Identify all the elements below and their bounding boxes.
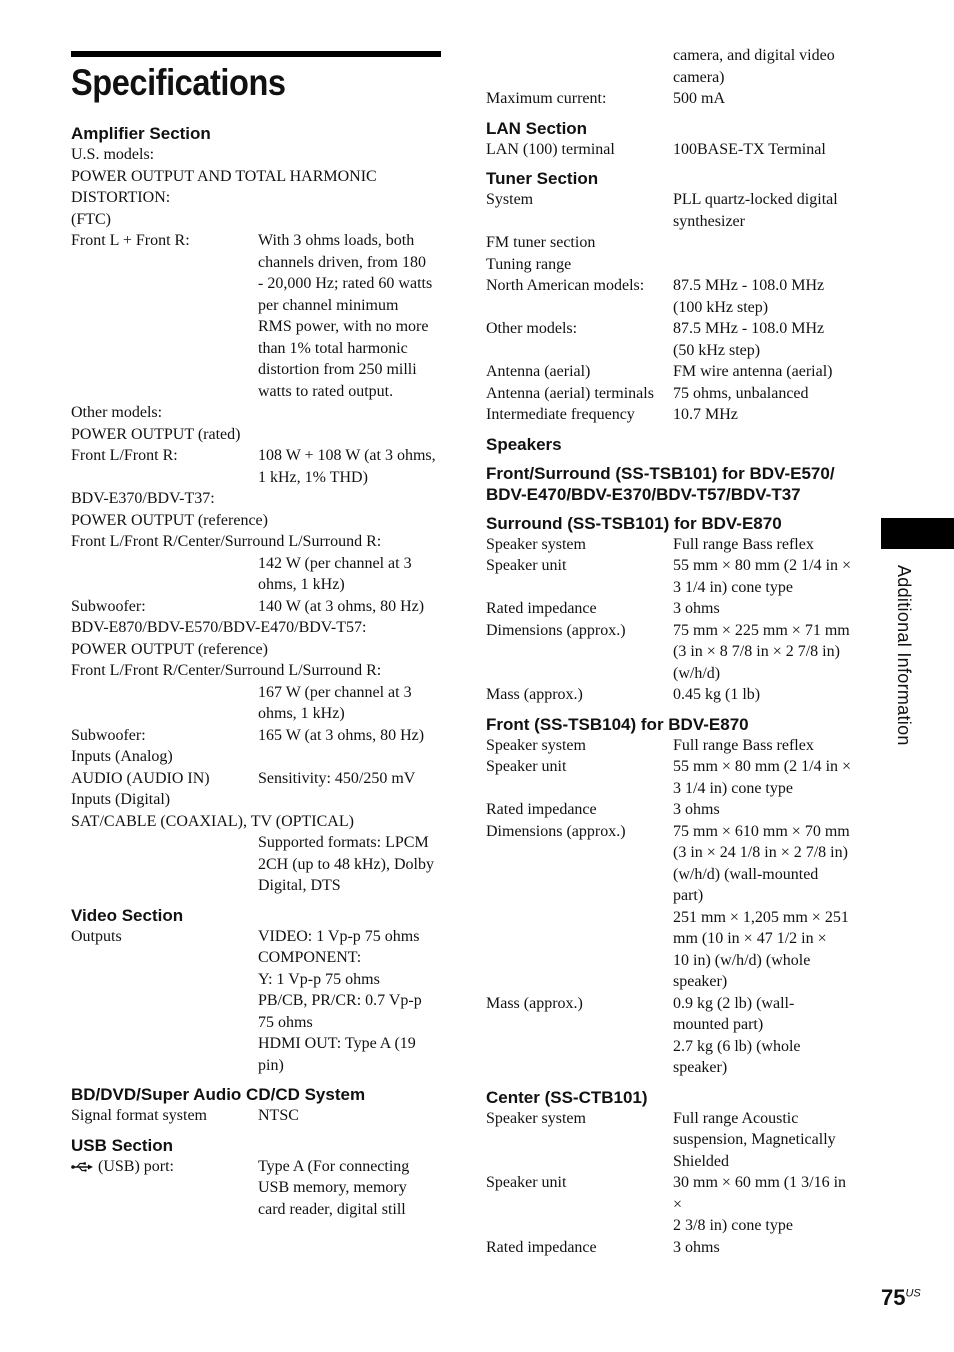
spec-value-line: Shielded [673, 1152, 729, 1170]
spec-line: Other models: [71, 404, 163, 421]
spec-label [486, 404, 673, 426]
spec-row [486, 620, 858, 685]
spec-value-line: 3 ohms [673, 1238, 720, 1256]
spec-value-line: 0.45 kg (1 lb) [673, 686, 761, 703]
spec-label [71, 1156, 258, 1221]
spec-value [673, 555, 858, 598]
spec-row [71, 926, 443, 1077]
spec-line: Tuning range [486, 255, 572, 273]
spec-label-text: AUDIO (AUDIO IN) [71, 769, 210, 787]
spec-label-text: LAN (100) terminal [486, 140, 615, 158]
spec-label-text: Dimensions (approx.) [486, 822, 626, 840]
spec-label-text: Antenna (aerial) [486, 363, 591, 380]
spec-value-line: 30 mm × 60 mm (1 3/16 in × [673, 1174, 847, 1213]
spec-value [673, 318, 858, 361]
spec-value [673, 404, 858, 426]
spec-value-line: 75 ohms, unbalanced [673, 384, 809, 402]
spec-value-line: 87.5 MHz - 108.0 MHz [673, 277, 825, 294]
spec-value-line: (50 kHz step) [673, 341, 761, 359]
spec-row [486, 318, 858, 361]
spec-line: FM tuner section [486, 234, 596, 251]
spec-value-line: COMPONENT: [258, 949, 362, 966]
spec-line: U.S. models: [71, 146, 155, 163]
spec-label-text: System [486, 191, 534, 208]
left-column [71, 123, 443, 1220]
spec-row [71, 230, 443, 402]
spec-value-line: FM wire antenna (aerial) [673, 363, 833, 380]
spec-value-line: 55 mm × 80 mm (2 1/4 in × [673, 758, 852, 775]
section-heading: LAN Section [486, 118, 588, 138]
spec-value [673, 684, 858, 706]
spec-row [486, 404, 858, 426]
spec-label [71, 1105, 258, 1127]
spec-value-line: 500 mA [673, 90, 725, 107]
spec-value-line: 140 W (at 3 ohms, 80 Hz) [258, 597, 425, 615]
spec-value-line: 10.7 MHz [673, 406, 738, 423]
spec-row [486, 598, 858, 620]
spec-value-line: ohms, 1 kHz) [258, 576, 345, 593]
page-number-value: 75 [881, 1285, 906, 1310]
spec-value [258, 596, 443, 618]
spec-value [673, 383, 858, 405]
spec-label [486, 684, 673, 706]
spec-value-block [71, 832, 443, 897]
spec-row [486, 684, 858, 706]
spec-value-line: channels driven, from 180 [258, 253, 426, 271]
spec-value-line: 55 mm × 80 mm (2 1/4 in × [673, 557, 852, 574]
spec-label-text: Speaker system [486, 1109, 586, 1127]
spec-value-line: Type A (For connecting [258, 1157, 410, 1175]
spec-value [258, 230, 443, 402]
spec-line: DISTORTION: [71, 189, 171, 206]
spec-label [486, 189, 673, 232]
section-heading: Front (SS-TSB104) for BDV-E870 [486, 714, 749, 734]
section-heading: Video Section [71, 905, 184, 925]
spec-label [486, 139, 673, 161]
section-tab-marker [881, 518, 954, 549]
spec-value-line: camera, and digital video [673, 47, 835, 64]
spec-row [486, 555, 858, 598]
spec-label-text: (USB) port: [98, 1157, 174, 1175]
spec-value-line: synthesizer [673, 212, 745, 230]
spec-row [486, 275, 858, 318]
spec-label-text: Antenna (aerial) terminals [486, 384, 654, 402]
spec-value-line: card reader, digital still [258, 1200, 406, 1218]
spec-value-line: ohms, 1 kHz) [258, 705, 345, 722]
spec-value-line: VIDEO: 1 Vp-p 75 ohms [258, 927, 420, 945]
spec-label [486, 275, 673, 318]
spec-value [258, 926, 443, 1077]
usb-icon [71, 1162, 93, 1172]
spec-row [486, 383, 858, 405]
title-rule [71, 51, 441, 57]
spec-value-line: Sensitivity: 450/250 mV [258, 769, 416, 787]
spec-value [673, 799, 858, 821]
spec-value-line: watts to rated output. [258, 382, 394, 400]
spec-row [71, 1156, 443, 1221]
spec-value-line: 1 kHz, 1% THD) [258, 468, 368, 486]
spec-label-text: Signal format system [71, 1107, 207, 1124]
spec-label [486, 555, 673, 598]
spec-value-line: PLL quartz-locked digital [673, 191, 838, 208]
spec-value-line: Y: 1 Vp-p 75 ohms [258, 970, 380, 988]
section-tab-label: Additional Information [894, 565, 914, 746]
spec-value-line: With 3 ohms loads, both [258, 232, 415, 249]
spec-value-line: 100BASE-TX Terminal [673, 140, 826, 158]
page-title: Specifications [71, 62, 286, 103]
spec-value-block [71, 553, 443, 596]
spec-value-line: USB memory, memory [258, 1179, 407, 1196]
spec-value [258, 725, 443, 747]
spec-row [486, 1108, 858, 1173]
section-heading: BD/DVD/Super Audio CD/CD System [71, 1085, 366, 1104]
spec-value-line: speaker) [673, 973, 728, 990]
page-number-suffix: US [905, 1287, 921, 1300]
spec-value-line: 2CH (up to 48 kHz), Dolby [258, 855, 434, 873]
spec-value-block [71, 682, 443, 725]
spec-label-text: Mass (approx.) [486, 994, 583, 1012]
spec-value [673, 598, 858, 620]
spec-row [71, 725, 443, 747]
spec-value [673, 821, 858, 993]
spec-value-line: 108 W + 108 W (at 3 ohms, [258, 447, 436, 464]
spec-row [486, 993, 858, 1079]
spec-value-line: 75 mm × 610 mm × 70 mm [673, 822, 850, 840]
spec-value-line: than 1% total harmonic [258, 339, 408, 357]
spec-value-line: distortion from 250 milli [258, 361, 417, 378]
spec-value [673, 620, 858, 685]
spec-label-text: Dimensions (approx.) [486, 621, 626, 639]
spec-value-line: RMS power, with no more [258, 318, 429, 335]
section-heading: Amplifier Section [71, 124, 211, 143]
spec-label [486, 1237, 673, 1259]
spec-value [258, 1156, 443, 1221]
spec-value-line: - 20,000 Hz; rated 60 watts [258, 275, 433, 292]
spec-value-line: (w/h/d) [673, 664, 721, 682]
spec-label [486, 993, 673, 1079]
spec-label [71, 445, 258, 488]
spec-value [673, 189, 858, 232]
spec-value-line: Full range Acoustic [673, 1109, 799, 1127]
spec-label [71, 596, 258, 618]
spec-line: Inputs (Analog) [71, 748, 173, 765]
section-heading: Surround (SS-TSB101) for BDV-E870 [486, 513, 782, 533]
spec-label [486, 383, 673, 405]
spec-row [486, 756, 858, 799]
spec-label-text: North American models: [486, 277, 645, 294]
spec-value [673, 275, 858, 318]
spec-value-line: part) [673, 887, 704, 904]
spec-row [486, 139, 858, 161]
spec-value [673, 534, 858, 556]
spec-label-text: Front L + Front R: [71, 232, 190, 249]
spec-value-line: mm (10 in × 47 1/2 in × [673, 930, 827, 947]
spec-value-line: suspension, Magnetically [673, 1131, 836, 1148]
spec-label-text: Subwoofer: [71, 726, 146, 744]
spec-value-line: 251 mm × 1,205 mm × 251 [673, 908, 849, 926]
spec-value-line: 87.5 MHz - 108.0 MHz [673, 320, 825, 337]
spec-line: POWER OUTPUT (rated) [71, 425, 241, 443]
spec-label-text: Outputs [71, 927, 122, 945]
spec-label [486, 1172, 673, 1237]
spec-label [486, 735, 673, 757]
spec-line: POWER OUTPUT (reference) [71, 511, 268, 529]
spec-value-line: 142 W (per channel at 3 [258, 554, 412, 572]
spec-value-line: (3 in × 8 7/8 in × 2 7/8 in) [673, 643, 840, 660]
spec-label-text: Speaker unit [486, 1174, 567, 1191]
spec-label-text: Other models: [486, 320, 578, 337]
spec-label [71, 768, 258, 790]
spec-value [673, 1172, 858, 1237]
spec-label-text: Intermediate frequency [486, 406, 635, 423]
page-number [881, 1285, 921, 1311]
section-heading: Speakers [486, 434, 562, 454]
spec-label-text: Rated impedance [486, 1238, 597, 1256]
spec-label [486, 534, 673, 556]
spec-label [71, 230, 258, 402]
spec-label-text: Maximum current: [486, 90, 607, 107]
spec-value-line: per channel minimum [258, 296, 399, 314]
section-heading: Front/Surround (SS-TSB101) for BDV-E570/ [486, 463, 835, 483]
spec-line: Front L/Front R/Center/Surround L/Surround R: [71, 662, 382, 679]
spec-value [673, 88, 858, 110]
spec-label-text: Mass (approx.) [486, 686, 583, 703]
spec-label-text: Speaker unit [486, 557, 567, 574]
spec-row [486, 534, 858, 556]
spec-label [486, 361, 673, 383]
spec-line: Inputs (Digital) [71, 791, 171, 808]
spec-row [486, 88, 858, 110]
spec-value-line: PB/CB, PR/CR: 0.7 Vp-p [258, 992, 422, 1009]
spec-row [486, 361, 858, 383]
spec-label [71, 926, 258, 1077]
spec-value [673, 1108, 858, 1173]
spec-label [486, 1108, 673, 1173]
spec-value [673, 735, 858, 757]
spec-value-line: (w/h/d) (wall-mounted [673, 865, 819, 883]
spec-value [673, 139, 858, 161]
spec-row [486, 821, 858, 993]
spec-label [486, 821, 673, 993]
spec-value-line: Full range Bass reflex [673, 736, 814, 754]
spec-row [71, 445, 443, 488]
spec-value-block [486, 45, 858, 88]
section-heading: BDV-E470/BDV-E370/BDV-T57/BDV-T37 [486, 484, 801, 504]
spec-value-line: 10 in) (w/h/d) (whole [673, 951, 811, 969]
spec-label [486, 88, 673, 110]
spec-value-line: 3 ohms [673, 600, 720, 617]
spec-line: SAT/CABLE (COAXIAL), TV (OPTICAL) [71, 812, 354, 830]
spec-line: POWER OUTPUT (reference) [71, 640, 268, 658]
spec-label [486, 318, 673, 361]
spec-value-line: 3 ohms [673, 801, 720, 818]
spec-row [71, 768, 443, 790]
spec-value [673, 993, 858, 1079]
spec-label-text: Speaker system [486, 736, 586, 754]
spec-label [486, 598, 673, 620]
right-column [486, 45, 858, 1258]
spec-value-line: 3 1/4 in) cone type [673, 578, 793, 596]
spec-label-text: Subwoofer: [71, 597, 146, 615]
spec-line: BDV-E870/BDV-E570/BDV-E470/BDV-T57: [71, 619, 367, 636]
spec-label-text: Rated impedance [486, 801, 597, 818]
spec-value-line: HDMI OUT: Type A (19 [258, 1035, 416, 1052]
spec-row [486, 189, 858, 232]
spec-value-line: NTSC [258, 1107, 299, 1124]
spec-label [486, 756, 673, 799]
spec-value-line: 165 W (at 3 ohms, 80 Hz) [258, 726, 425, 744]
spec-label [486, 799, 673, 821]
spec-label [71, 725, 258, 747]
spec-value-line: (3 in × 24 1/8 in × 2 7/8 in) [673, 844, 848, 861]
spec-line: POWER OUTPUT AND TOTAL HARMONIC [71, 167, 377, 185]
spec-value-line: 75 mm × 225 mm × 71 mm [673, 621, 850, 639]
spec-value-line: 2 3/8 in) cone type [673, 1217, 793, 1234]
spec-value [673, 361, 858, 383]
section-heading: Tuner Section [486, 169, 599, 188]
spec-row [71, 596, 443, 618]
spec-label-text: Speaker system [486, 535, 586, 553]
spec-line: Front L/Front R/Center/Surround L/Surround R: [71, 533, 382, 550]
spec-label-text: Rated impedance [486, 600, 597, 617]
spec-value-line: 75 ohms [258, 1013, 313, 1031]
spec-row [486, 1237, 858, 1259]
section-heading: USB Section [71, 1135, 174, 1155]
spec-value-line: 3 1/4 in) cone type [673, 779, 793, 797]
spec-value-line: Full range Bass reflex [673, 535, 814, 553]
spec-label [486, 620, 673, 685]
spec-value-line: Digital, DTS [258, 877, 341, 894]
spec-value-line: 0.9 kg (2 lb) (wall- [673, 994, 795, 1012]
section-heading: Center (SS-CTB101) [486, 1087, 648, 1107]
spec-value [258, 1105, 443, 1127]
spec-line: BDV-E370/BDV-T37: [71, 490, 215, 507]
spec-row [486, 1172, 858, 1237]
spec-value-line: Supported formats: LPCM [258, 834, 429, 851]
spec-value-line: 2.7 kg (6 lb) (whole [673, 1037, 801, 1055]
spec-value-line: speaker) [673, 1059, 728, 1076]
spec-label-text: Front L/Front R: [71, 447, 178, 464]
spec-line: (FTC) [71, 210, 111, 228]
spec-value [673, 1237, 858, 1259]
spec-value [258, 445, 443, 488]
spec-value [673, 756, 858, 799]
spec-value-line: camera) [673, 68, 725, 86]
spec-value [258, 768, 443, 790]
spec-row [486, 799, 858, 821]
spec-value-line: (100 kHz step) [673, 298, 769, 316]
spec-value-line: mounted part) [673, 1016, 764, 1033]
spec-label-text: Speaker unit [486, 758, 567, 775]
spec-value-line: pin) [258, 1056, 284, 1074]
spec-value-line: 167 W (per channel at 3 [258, 683, 412, 701]
spec-row [486, 735, 858, 757]
spec-row [71, 1105, 443, 1127]
